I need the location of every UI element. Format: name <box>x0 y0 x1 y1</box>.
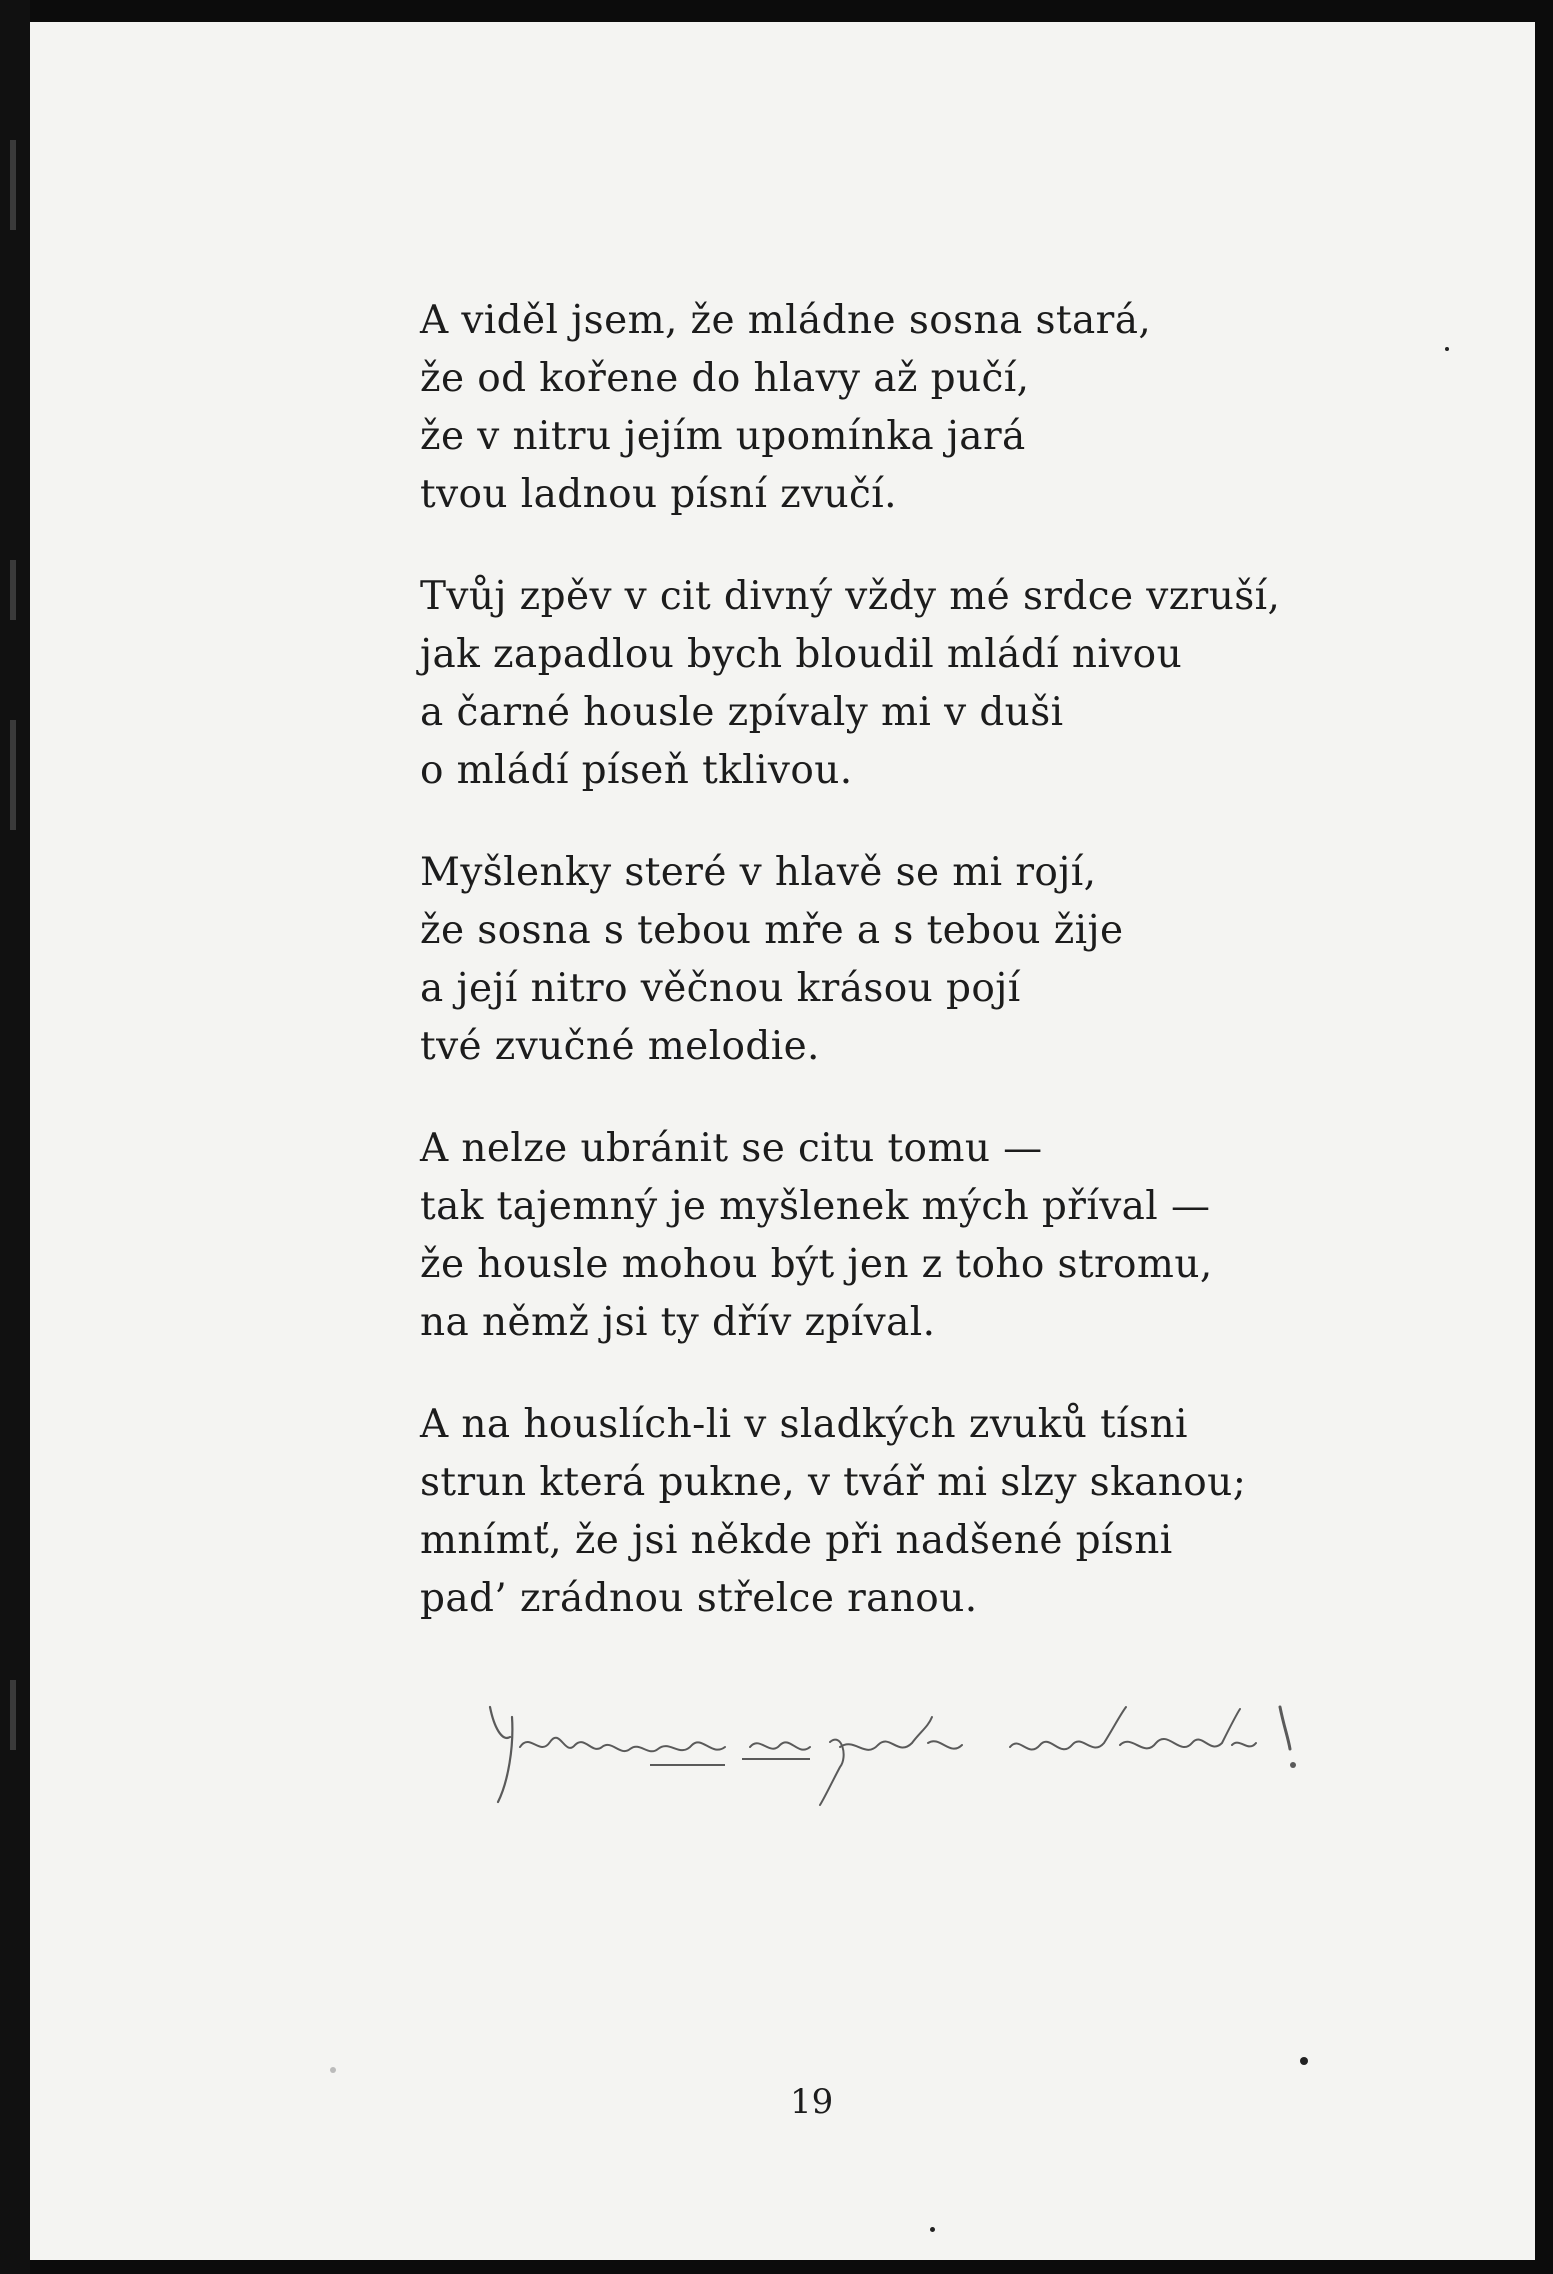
ink-speck <box>1300 2057 1308 2065</box>
stanza-1 <box>420 292 1420 524</box>
poem-line: A na houslích-li v sladkých zvuků tísni <box>420 1402 1188 1447</box>
poem-line: a její nitro věčnou krásou pojí <box>420 966 1021 1011</box>
spine-mark <box>10 1680 16 1750</box>
poem-line: a čarné housle zpívaly mi v duši <box>420 690 1064 735</box>
ink-speck <box>330 2067 336 2073</box>
poem-line: že od kořene do hlavy až pučí, <box>420 356 1030 401</box>
poem-line: strun která pukne, v tvář mi slzy skanou; <box>420 1460 1247 1505</box>
poem-line: Tvůj zpěv v cit divný vždy mé srdce vzruší, <box>420 574 1281 619</box>
book-page <box>30 22 1535 2260</box>
poem-line: že sosna s tebou mře a s tebou žije <box>420 908 1124 953</box>
poem-line: pad’ zrádnou střelce ranou. <box>420 1576 978 1621</box>
book-spine-edge <box>0 0 30 2274</box>
spine-mark <box>10 140 16 230</box>
ink-speck <box>1445 347 1449 351</box>
stanza-3 <box>420 844 1420 1076</box>
poem <box>420 292 1420 1672</box>
poem-line: že housle mohou být jen z toho stromu, <box>420 1242 1213 1287</box>
handwritten-note <box>480 1687 1420 1807</box>
poem-line: A viděl jsem, že mládne sosna stará, <box>420 298 1152 343</box>
poem-line: o mládí píseň tklivou. <box>420 748 853 793</box>
poem-line: na němž jsi ty dřív zpíval. <box>420 1300 936 1345</box>
poem-line: tvou ladnou písní zvučí. <box>420 472 897 517</box>
page-number: 19 <box>790 2082 834 2122</box>
poem-line: A nelze ubránit se citu tomu — <box>420 1126 1043 1171</box>
poem-line: tvé zvučné melodie. <box>420 1024 820 1069</box>
poem-line: tak tajemný je myšlenek mých příval — <box>420 1184 1211 1229</box>
poem-line: mnímť, že jsi někde při nadšené písni <box>420 1518 1173 1563</box>
poem-line: jak zapadlou bych bloudil mládí nivou <box>420 632 1183 677</box>
stanza-4 <box>420 1120 1420 1352</box>
stanza-5 <box>420 1396 1420 1628</box>
poem-line: Myšlenky steré v hlavě se mi rojí, <box>420 850 1097 895</box>
poem-line: že v nitru jejím upomínka jará <box>420 414 1026 459</box>
ink-speck <box>930 2227 935 2232</box>
spine-mark <box>10 720 16 830</box>
spine-mark <box>10 560 16 620</box>
stanza-2 <box>420 568 1420 800</box>
